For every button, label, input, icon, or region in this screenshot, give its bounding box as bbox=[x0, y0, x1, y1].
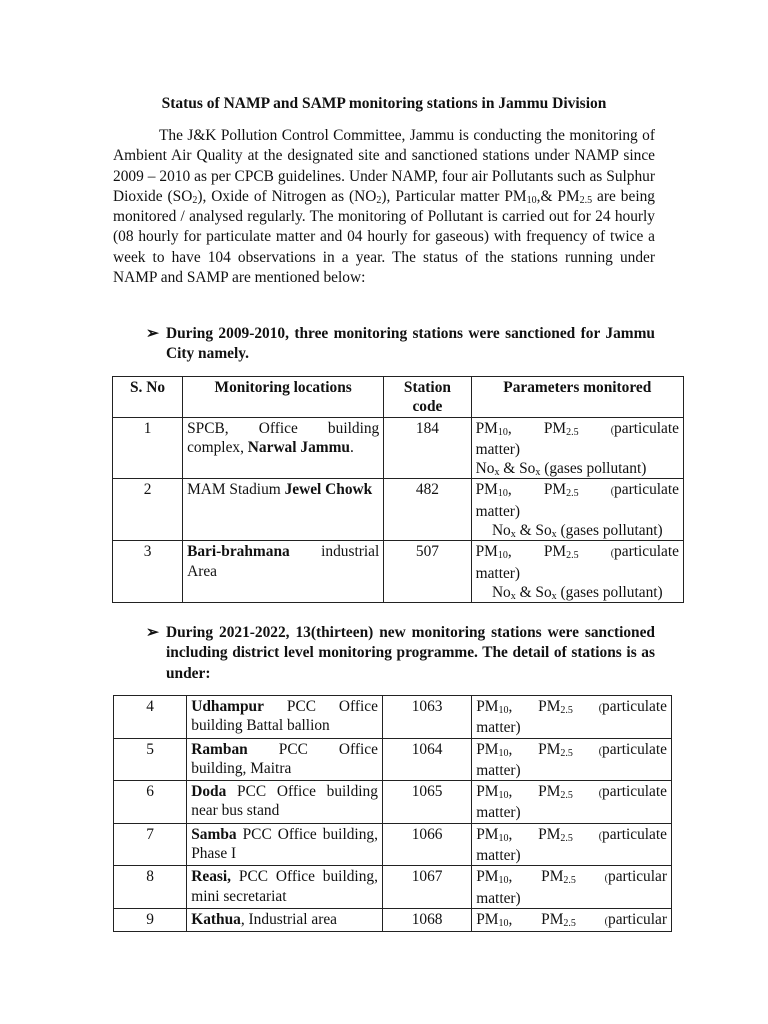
location-bold: Udhampur bbox=[191, 698, 264, 715]
table-row bbox=[114, 781, 672, 824]
pm10-sub: 10 bbox=[498, 747, 509, 759]
pm-line bbox=[476, 867, 667, 888]
paren: ( bbox=[598, 830, 603, 842]
intro-paragraph bbox=[113, 126, 655, 288]
pm10-sub: 10 bbox=[497, 426, 508, 438]
cell-parameters bbox=[472, 738, 672, 781]
location-text: Reasi, PCC Office building, mini secretariat bbox=[191, 868, 378, 905]
cell-station-code: 1068 bbox=[382, 908, 471, 931]
table-row bbox=[114, 823, 672, 866]
matter-text: matter) bbox=[475, 440, 521, 458]
pm10: $PM_{10}$, bbox=[476, 783, 513, 802]
intro-text-4: ,& PM bbox=[536, 187, 580, 205]
particulate-label: (particulate bbox=[610, 419, 679, 437]
pm25-sub: 2.5 bbox=[566, 550, 579, 562]
pm25: $PM_{2.5}$ bbox=[543, 481, 579, 500]
pm25: $PM_{2.5}$ bbox=[538, 825, 573, 844]
particulate-label: (particulate bbox=[610, 543, 679, 561]
cell-sno: 2 bbox=[113, 479, 183, 541]
pm10-sub: 10 bbox=[497, 488, 508, 500]
cell-sno: 7 bbox=[114, 823, 187, 866]
matter-text: matter) bbox=[476, 804, 521, 822]
cell-station-code: 1067 bbox=[382, 866, 471, 909]
cell-parameters bbox=[471, 417, 683, 479]
pm10: $PM_{10}$, bbox=[476, 825, 513, 844]
pm25-sub: 2.5 bbox=[566, 488, 579, 500]
cell-location bbox=[187, 696, 383, 739]
paren: ( bbox=[598, 703, 603, 714]
cell-location bbox=[183, 417, 384, 479]
location-text: Kathua, Industrial area bbox=[191, 910, 338, 928]
paren: ( bbox=[604, 915, 609, 927]
location-bold: Narwal Jammu bbox=[247, 438, 350, 456]
matter-text: matter) bbox=[476, 889, 521, 907]
location-text: Doda PCC Office building near bus stand bbox=[191, 783, 378, 820]
particulate-label: (particulate bbox=[598, 740, 667, 758]
header-sno: S. No bbox=[113, 377, 183, 418]
cell-sno: 5 bbox=[114, 738, 187, 781]
intro-sub-1: 2 bbox=[192, 194, 198, 206]
location-text: Udhampur PCC Office building Battal ballion bbox=[191, 698, 378, 735]
sub-x: x bbox=[551, 590, 557, 602]
intro-text-5: are being monitored / analysed regularly. The monitoring of Pollutant is carried out for 24 hourly (08 hourly for particulate matter and 04 hourly for gaseous) with frequency of twice a week to have 104 observations in a year. The status of the stations running under NAMP and SAMP are mentioned below: bbox=[113, 187, 655, 287]
matter-text: matter) bbox=[475, 502, 521, 520]
paren: ( bbox=[598, 745, 603, 757]
pm-line bbox=[476, 419, 679, 440]
cell-location bbox=[187, 823, 383, 866]
particulate-label: (particulate bbox=[610, 481, 679, 499]
location-text: MAM Stadium Jewel Chowk bbox=[187, 481, 373, 499]
cell-sno: 6 bbox=[114, 781, 187, 824]
location-text: SPCB, Office building complex, Narwal Jammu. bbox=[187, 419, 380, 456]
pm10: $PM_{10}$, bbox=[475, 543, 512, 562]
bullet-text: During 2009-2010, three monitoring stations were sanctioned for Jammu City namely. bbox=[166, 325, 655, 363]
location-text: Samba PCC Office building, Phase I bbox=[191, 825, 378, 863]
pm-line bbox=[476, 825, 667, 846]
paren: ( bbox=[598, 788, 603, 800]
matter-text: matter) bbox=[475, 564, 521, 582]
pm25: $PM_{2.5}$ bbox=[543, 419, 579, 438]
cell-location bbox=[187, 866, 383, 909]
header-station-code: Station code bbox=[384, 377, 471, 418]
intro-sub-2: 2 bbox=[376, 194, 382, 206]
particulate-label: (particulate bbox=[598, 825, 667, 843]
location-text: Ramban PCC Office building, Maitra bbox=[191, 740, 378, 777]
sub-x: x bbox=[551, 529, 557, 541]
arrow-bullet-icon: ➢ bbox=[146, 624, 159, 641]
location-bold: Kathua bbox=[191, 910, 241, 928]
cell-parameters bbox=[472, 908, 672, 931]
location-bold: Jewel Chowk bbox=[284, 481, 373, 499]
cell-station-code: 184 bbox=[384, 417, 471, 479]
location-bold: Doda bbox=[191, 783, 227, 801]
cell-sno: 4 bbox=[114, 696, 187, 739]
sub-x: x bbox=[510, 590, 516, 602]
header-parameters: Parameters monitored bbox=[471, 377, 683, 418]
pm10-sub: 10 bbox=[498, 705, 509, 716]
paren: ( bbox=[604, 873, 609, 885]
pm10: $PM_{10}$, bbox=[476, 868, 513, 887]
bullet-2009-2010 bbox=[146, 324, 655, 365]
location-bold: Bari-brahmana bbox=[187, 543, 290, 561]
intro-sub-4: 2.5 bbox=[579, 194, 593, 206]
intro-text-3: ), Particular matter PM bbox=[381, 187, 527, 205]
cell-station-code: 1065 bbox=[382, 781, 471, 824]
pm25: $PM_{2.5}$ bbox=[538, 783, 573, 802]
location-bold: Reasi, bbox=[191, 868, 232, 886]
pm10: $PM_{10}$, bbox=[476, 740, 513, 759]
paren: ( bbox=[610, 424, 615, 436]
table-header-row bbox=[113, 377, 684, 418]
cell-location bbox=[187, 908, 383, 931]
stations-table-2021 bbox=[113, 695, 672, 932]
cell-sno: 9 bbox=[114, 908, 187, 931]
table-row bbox=[113, 417, 684, 479]
cell-parameters bbox=[472, 823, 672, 866]
sub-x: x bbox=[510, 529, 516, 541]
header-locations: Monitoring locations bbox=[183, 377, 384, 418]
intro-text-1: The J&K Pollution Control Committee, Jammu is conducting the monitoring of Ambient Air Quality at the designated site and sanctioned stations under NAMP since 2009 – 2010 as per CPCB guidelines. Under NAMP, four air Pollutants such as Sulphur Dioxide (SO bbox=[113, 127, 655, 205]
particulate-label: (particular bbox=[604, 868, 667, 886]
pm10: $PM_{10}$, bbox=[476, 698, 513, 716]
matter-text: matter) bbox=[476, 719, 521, 737]
cell-station-code: 507 bbox=[384, 541, 471, 603]
pm-line bbox=[476, 697, 667, 718]
cell-parameters bbox=[472, 696, 672, 739]
cell-station-code: 1064 bbox=[382, 738, 471, 781]
cell-parameters bbox=[472, 781, 672, 824]
pm-line bbox=[476, 480, 679, 501]
pm10-sub: 10 bbox=[498, 875, 509, 887]
cell-sno: 1 bbox=[113, 417, 183, 479]
particulate-label: (particulate bbox=[598, 783, 667, 801]
cell-station-code: 1066 bbox=[382, 823, 471, 866]
cell-sno: 8 bbox=[114, 866, 187, 909]
pm25-sub: 2.5 bbox=[560, 790, 573, 802]
sub-x: x bbox=[494, 467, 500, 479]
bullet-2021-2022 bbox=[146, 623, 655, 684]
pm25-sub: 2.5 bbox=[563, 917, 576, 929]
matter-text: matter) bbox=[476, 847, 521, 865]
pm25: $PM_{2.5}$ bbox=[541, 868, 576, 887]
table-row bbox=[114, 696, 672, 739]
arrow-bullet-icon: ➢ bbox=[146, 325, 159, 342]
intro-sub-3: 10 bbox=[526, 194, 537, 206]
pm10-sub: 10 bbox=[498, 917, 509, 929]
location-bold: Samba bbox=[191, 825, 237, 843]
gases-line: $No_x$ & $So_x$ (gases pollutant) bbox=[491, 583, 663, 602]
stations-table-2009 bbox=[112, 376, 684, 603]
page-title: Status of NAMP and SAMP monitoring stations in Jammu Division bbox=[161, 95, 607, 112]
pm10-sub: 10 bbox=[497, 550, 508, 562]
pm-line bbox=[476, 782, 667, 803]
pm25-sub: 2.5 bbox=[560, 747, 573, 759]
particulate-label: (particular bbox=[604, 910, 667, 928]
pm25: $PM_{2.5}$ bbox=[538, 740, 573, 759]
cell-location bbox=[187, 781, 383, 824]
gases-line: $No_x$ & $So_x$ (gases pollutant) bbox=[475, 460, 647, 479]
sub-x: x bbox=[535, 467, 541, 479]
intro-text-2: ), Oxide of Nitrogen as (NO bbox=[197, 187, 377, 205]
cell-parameters bbox=[471, 479, 683, 541]
pm25: $PM_{2.5}$ bbox=[538, 698, 573, 716]
table-row bbox=[114, 866, 672, 909]
paren: ( bbox=[610, 548, 615, 560]
table-row bbox=[114, 738, 672, 781]
pm25: $PM_{2.5}$ bbox=[541, 910, 576, 929]
pm25-sub: 2.5 bbox=[566, 426, 579, 438]
table-row bbox=[114, 908, 672, 931]
pm10: $PM_{10}$, bbox=[475, 419, 512, 438]
matter-text: matter) bbox=[476, 761, 521, 779]
pm25-sub: 2.5 bbox=[563, 875, 576, 887]
pm25-sub: 2.5 bbox=[560, 705, 573, 716]
table-row bbox=[113, 479, 684, 541]
pm10: $PM_{10}$, bbox=[476, 910, 513, 929]
table-row bbox=[113, 541, 684, 603]
pm-line bbox=[476, 542, 679, 563]
particulate-label: (particulate bbox=[598, 698, 667, 715]
cell-location bbox=[183, 541, 384, 603]
cell-station-code: 482 bbox=[384, 479, 471, 541]
cell-station-code: 1063 bbox=[382, 696, 471, 739]
cell-location bbox=[187, 738, 383, 781]
cell-location bbox=[183, 479, 384, 541]
location-bold: Ramban bbox=[191, 740, 248, 758]
pm10: $PM_{10}$, bbox=[475, 481, 512, 500]
gases-line: $No_x$ & $So_x$ (gases pollutant) bbox=[491, 522, 663, 541]
pm-line bbox=[476, 740, 667, 761]
pm-line bbox=[476, 910, 667, 931]
bullet-text: During 2021-2022, 13(thirteen) new monitoring stations were sanctioned including district level monitoring programme. The detail of stations is as under: bbox=[166, 624, 655, 682]
paren: ( bbox=[610, 486, 615, 498]
pm25: $PM_{2.5}$ bbox=[543, 543, 579, 562]
cell-sno: 3 bbox=[113, 541, 183, 603]
pm10-sub: 10 bbox=[498, 790, 509, 802]
cell-parameters bbox=[472, 866, 672, 909]
pm25-sub: 2.5 bbox=[560, 832, 573, 844]
pm10-sub: 10 bbox=[498, 832, 509, 844]
location-text: Bari-brahmana industrial Area bbox=[187, 543, 380, 580]
cell-parameters bbox=[471, 541, 683, 603]
